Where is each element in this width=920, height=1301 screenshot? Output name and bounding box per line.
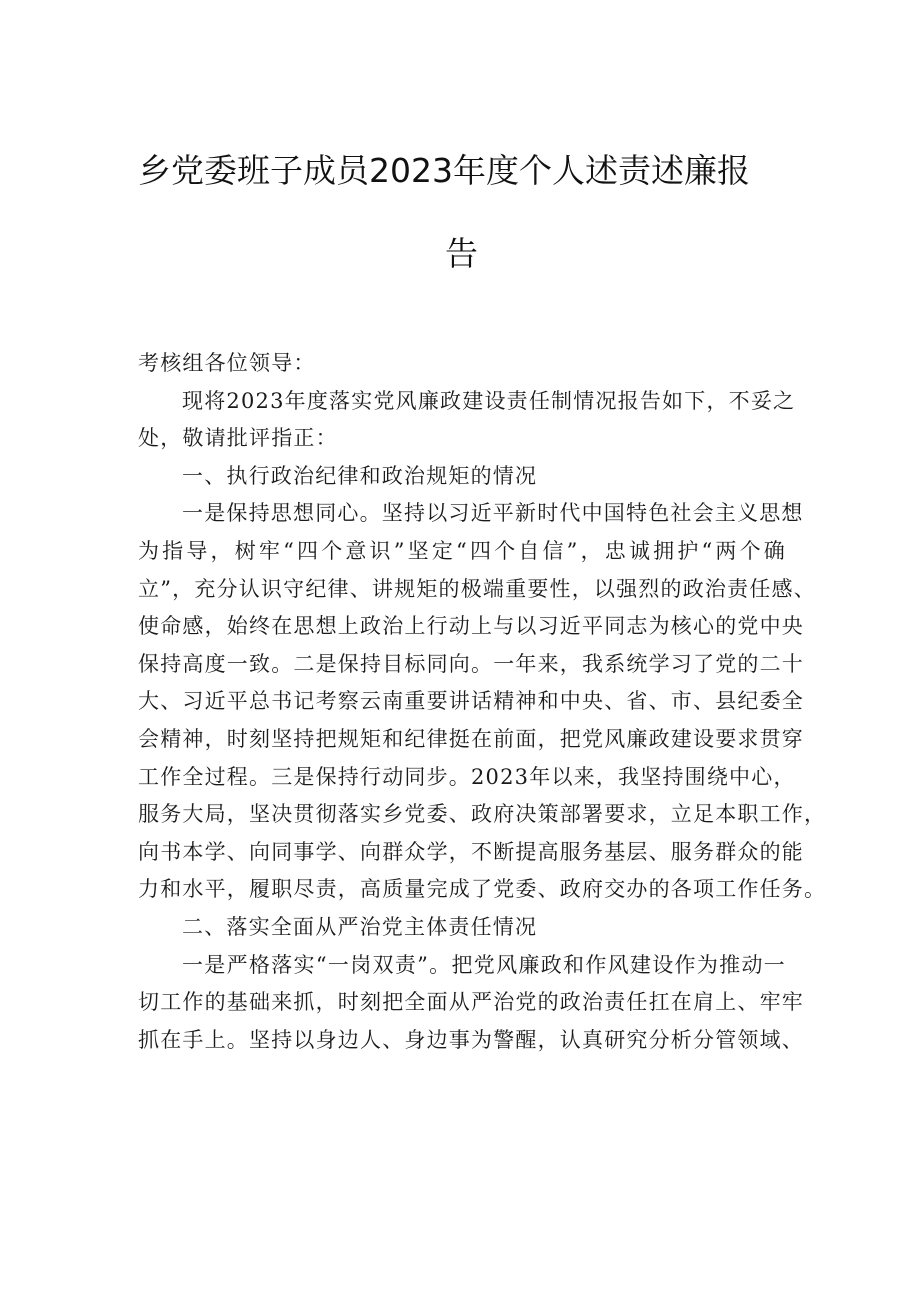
section-heading: 一、执行政治纪律和政治规矩的情况 <box>182 463 538 488</box>
paragraph-line: 为指导，树牢“四个意识”坚定“四个自信”，忠诚拥护“两个确 <box>138 538 786 563</box>
paragraph-line: 抓在手上。坚持以身边人、身边事为警醒，认真研究分析分管领域、 <box>138 1027 804 1052</box>
paragraph-line: 处，敬请批评指正： <box>138 426 338 451</box>
paragraph-line: 服务大局，坚决贯彻落实乡党委、政府决策部署要求，立足本职工作， <box>138 802 827 827</box>
document-title-line-2: 告 <box>445 234 478 273</box>
paragraph-line: 切工作的基础来抓，时刻把全面从严治党的政治责任扛在肩上、牢牢 <box>138 990 804 1015</box>
paragraph-line: 工作全过程。三是保持行动同步。2023年以来，我坚持围绕中心， <box>138 764 796 789</box>
paragraph-line: 保持高度一致。二是保持目标同向。一年来，我系统学习了党的二十 <box>138 651 804 676</box>
paragraph-line: 现将2023年度落实党风廉政建设责任制情况报告如下，不妥之 <box>182 388 796 413</box>
paragraph-line: 向书本学、向同事学、向群众学，不断提高服务基层、服务群众的能 <box>138 839 804 864</box>
section-heading: 二、落实全面从严治党主体责任情况 <box>182 914 538 939</box>
document-body <box>138 345 827 1059</box>
paragraph-line: 一是严格落实“一岗双责”。把党风廉政和作风建设作为推动一 <box>182 952 786 977</box>
paragraph-line: 一是保持思想同心。坚持以习近平新时代中国特色社会主义思想 <box>182 501 804 526</box>
document-title-line-1: 乡党委班子成员2023年度个人述责述廉报 <box>138 151 750 190</box>
salutation: 考核组各位领导： <box>138 351 316 375</box>
paragraph-line: 会精神，时刻坚持把规矩和纪律挺在前面，把党风廉政建设要求贯穿 <box>138 726 804 751</box>
paragraph-line: 使命感，始终在思想上政治上行动上与以习近平同志为核心的党中央 <box>138 614 804 639</box>
paragraph-line: 立”，充分认识守纪律、讲规矩的极端重要性，以强烈的政治责任感、 <box>138 576 816 601</box>
paragraph-line: 力和水平，履职尽责，高质量完成了党委、政府交办的各项工作任务。 <box>138 877 827 902</box>
paragraph-line: 大、习近平总书记考察云南重要讲话精神和中央、省、市、县纪委全 <box>138 689 804 714</box>
